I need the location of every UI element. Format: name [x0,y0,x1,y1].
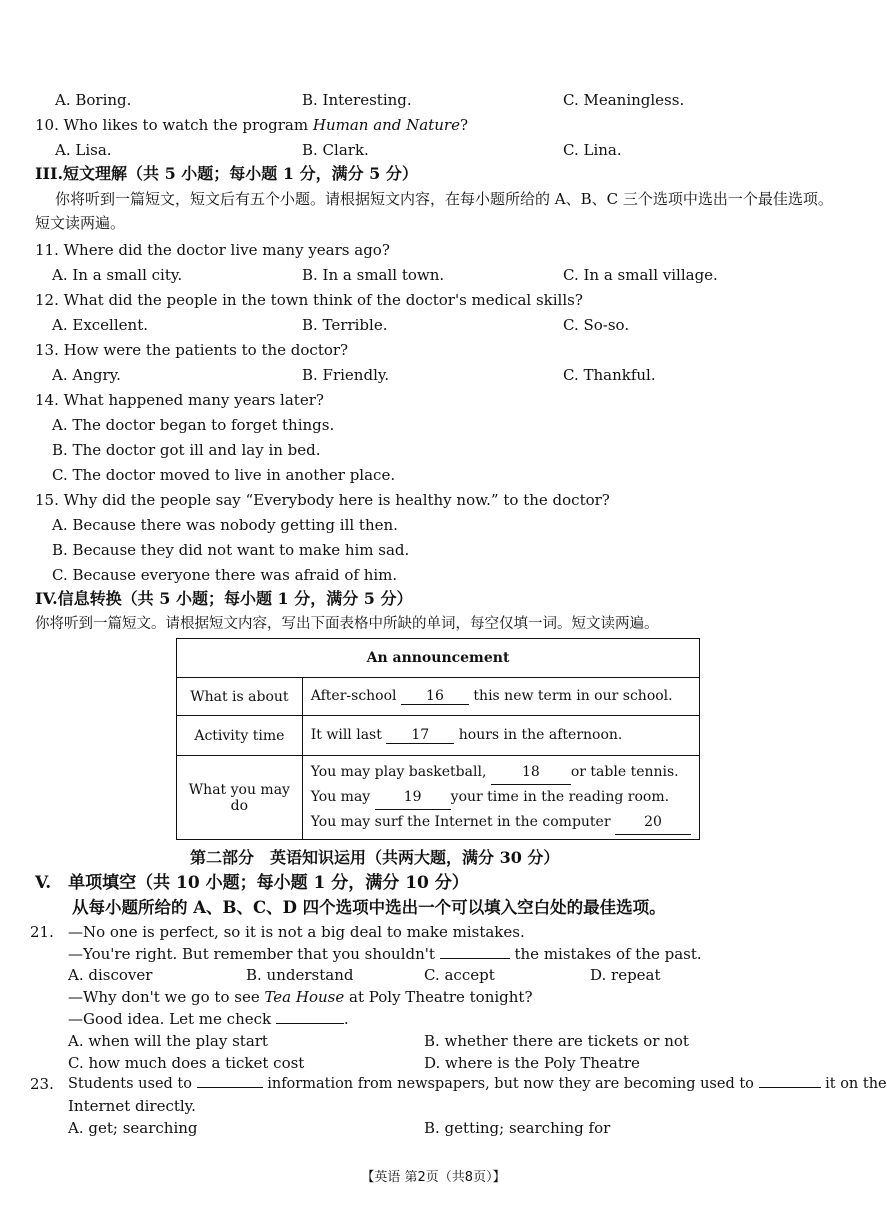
q13-option-a: A. Angry. [52,366,121,384]
q10-option-c: C. Lina. [563,141,622,159]
cell-text: You may [310,789,371,805]
question-text: it on the [825,1076,887,1092]
q21-option-c: C. accept [424,966,495,984]
question-text: Who likes to watch the program [63,116,313,134]
q22-option-b: B. whether there are tickets or not [424,1032,689,1050]
blank-16: 16 [401,688,469,705]
program-title: Human and Nature [312,116,460,134]
table-row-label: Activity time [177,716,303,756]
cell-text: or table tennis. [570,764,679,780]
section-4-title: IV.信息转换（共 5 小题；每小题 1 分，满分 5 分） [35,589,413,608]
table-row-label: What you may do [177,756,303,840]
cell-text: After-school [310,688,397,704]
q13-option-b: B. Friendly. [302,366,390,384]
blank-17: 17 [386,727,454,744]
question-text: information from newspapers, but now they are becoming used to [267,1076,754,1092]
q15-option-a: A. Because there was nobody getting ill then. [52,516,398,534]
question-text: at Poly Theatre tonight? [344,988,533,1006]
question-21-number: 21. [30,923,54,941]
question-number: 10. [35,116,59,134]
blank-18: 18 [491,760,571,785]
table-heading: An announcement [177,639,700,678]
table-row-content [302,756,699,840]
q9-option-b: B. Interesting. [302,91,412,109]
question-14 [35,390,324,410]
question-23-line-1 [68,1074,887,1094]
q15-option-c: C. Because everyone there was afraid of him. [52,566,398,584]
cell-text: You may play basketball, [310,764,487,780]
answer-blank [759,1087,821,1088]
q22-option-c: C. how much does a ticket cost [68,1054,305,1072]
q12-option-a: A. Excellent. [52,316,148,334]
q9-option-c: C. Meaningless. [563,91,685,109]
cell-text: hours in the afternoon. [458,727,623,743]
question-number: 11. [35,241,59,259]
q23-option-a: A. get; searching [68,1119,198,1137]
question-12 [35,290,583,310]
announcement-table [176,638,700,840]
section-4-instruction: 你将听到一篇短文。请根据短文内容，写出下面表格中所缺的单词，每空仅填一词。短文读两遍。 [35,616,659,632]
question-number: 13. [35,341,59,359]
question-number: 15. [35,491,59,509]
table-row-content [302,678,699,716]
section-3-title: III.短文理解（共 5 小题；每小题 1 分，满分 5 分） [35,164,418,183]
question-text: What happened many years later? [63,391,324,409]
section-5-instruction: 从每小题所给的 A、B、C、D 四个选项中选出一个可以填入空白处的最佳选项。 [72,898,666,917]
q14-option-b: B. The doctor got ill and lay in bed. [52,441,321,459]
q22-option-a: A. when will the play start [68,1032,268,1050]
q10-option-b: B. Clark. [302,141,369,159]
question-number: 14. [35,391,59,409]
q21-option-a: A. discover [68,966,153,984]
question-text: How were the patients to the doctor? [63,341,349,359]
question-10 [35,115,468,135]
question-text: —Why don't we go to see [68,988,265,1006]
q11-option-a: A. In a small city. [52,266,183,284]
question-13 [35,340,348,360]
question-text: Why did the people say “Everybody here is healthy now.” to the doctor? [63,491,610,509]
question-text: Students used to [68,1076,192,1092]
q10-option-a: A. Lisa. [55,141,112,159]
question-15 [35,490,610,510]
question-21-line-1: —No one is perfect, so it is not a big deal to make mistakes. [68,923,525,941]
question-text: —You're right. But remember that you shouldn't [68,945,435,963]
question-text: —Good idea. Let me check [68,1010,272,1028]
q21-option-d: D. repeat [590,966,661,984]
question-23-line-2: Internet directly. [68,1097,196,1115]
table-line [311,760,691,785]
table-row-label: What is about [177,678,303,716]
q13-option-c: C. Thankful. [563,366,656,384]
cell-text: It will last [310,727,382,743]
question-23-number: 23. [30,1075,54,1093]
question-text: . [343,1010,349,1028]
question-text: What did the people in the town think of the doctor's medical skills? [63,291,583,309]
q23-option-b: B. getting; searching for [424,1119,611,1137]
question-22-line-2 [68,1009,349,1029]
cell-text: You may surf the Internet in the computer [310,814,611,830]
q11-option-b: B. In a small town. [302,266,445,284]
cell-text: this new term in our school. [473,688,673,704]
answer-blank [276,1023,344,1024]
q21-option-b: B. understand [246,966,354,984]
blank-20: 20 [615,810,691,835]
q15-option-b: B. Because they did not want to make him sad. [52,541,410,559]
page-footer: 【英语 第2页（共8页）】 [361,1170,506,1185]
section-5-title: V. 单项填空（共 10 小题；每小题 1 分，满分 10 分） [35,873,469,893]
answer-blank [197,1087,263,1088]
question-number: 12. [35,291,59,309]
q22-option-d: D. where is the Poly Theatre [424,1054,640,1072]
table-line [311,785,691,810]
answer-blank [440,958,510,959]
play-title: Tea House [264,988,345,1006]
section-3-instruction: 你将听到一篇短文，短文后有五个小题。请根据短文内容，在每小题所给的 A、B、C 三个选项中选出一个最佳选项。短文读两遍。 [35,190,833,232]
q12-option-c: C. So-so. [563,316,630,334]
question-21-line-2 [68,944,702,964]
part-2-title: 第二部分 英语知识运用（共两大题，满分 30 分） [190,848,560,867]
q12-option-b: B. Terrible. [302,316,388,334]
question-mark: ? [459,116,469,134]
question-text: Where did the doctor live many years ago? [63,241,390,259]
question-text: the mistakes of the past. [514,945,702,963]
question-11 [35,240,390,260]
cell-text: your time in the reading room. [450,789,670,805]
table-row-content [302,716,699,756]
q11-option-c: C. In a small village. [563,266,718,284]
q14-option-a: A. The doctor began to forget things. [52,416,335,434]
question-22-line-1 [68,987,533,1007]
q9-option-a: A. Boring. [55,91,132,109]
q14-option-c: C. The doctor moved to live in another place. [52,466,396,484]
blank-19: 19 [375,785,451,810]
table-line [311,810,691,835]
